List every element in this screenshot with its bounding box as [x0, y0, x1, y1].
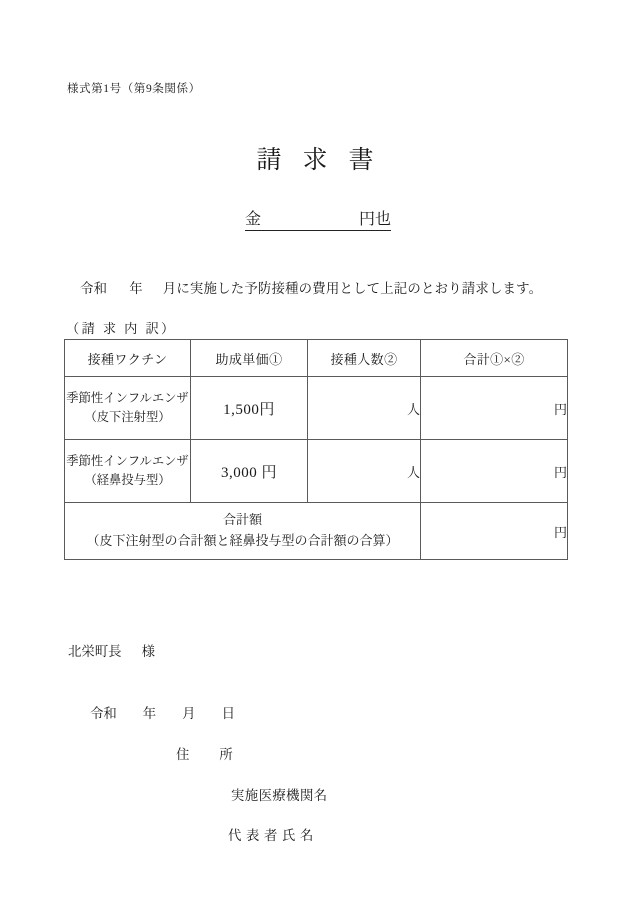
column-header-unit-price: 助成単価① — [191, 340, 308, 377]
signature-year-label: 年 — [142, 706, 157, 721]
total-label-secondary: （皮下注射型の合計額と経鼻投与型の合計額の合算） — [86, 533, 399, 548]
column-header-count: 接種人数② — [308, 340, 421, 377]
cell-grand-total-input[interactable]: 円 — [421, 503, 568, 560]
vaccine-type-text: （経鼻投与型） — [84, 473, 171, 487]
cell-vaccine-name — [65, 440, 191, 503]
vaccine-name-text: 季節性インフルエンザ — [66, 390, 189, 405]
address-label-char-2: 所 — [219, 747, 233, 762]
signature-era-label: 令和 — [90, 706, 117, 721]
statement-era-label: 令和 — [80, 281, 108, 296]
amount-prefix-label: 金 — [245, 211, 262, 228]
cell-vaccine-name — [65, 377, 191, 440]
table-row — [65, 377, 568, 440]
signature-date-line — [90, 703, 235, 722]
cell-count-input[interactable]: 人 — [308, 440, 421, 503]
total-label-primary: 合計額 — [222, 512, 262, 528]
form-number: 様式第1号（第9条関係） — [67, 83, 201, 95]
table-row — [65, 440, 568, 503]
address-field-label — [176, 744, 233, 763]
amount-field — [245, 206, 391, 231]
billing-breakdown-table — [64, 339, 568, 560]
cell-count-input[interactable]: 人 — [308, 377, 421, 440]
clinic-name-field-label: 実施医療機関名 — [231, 788, 328, 803]
table-total-row — [65, 503, 568, 560]
cell-total-input[interactable]: 円 — [421, 440, 568, 503]
statement-paragraph — [80, 278, 542, 297]
addressee-name: 北栄町長 — [68, 644, 122, 659]
address-label-char-1: 住 — [176, 747, 190, 762]
statement-year-label: 年 — [129, 281, 143, 296]
breakdown-caption: （請 求 内 訳） — [66, 321, 177, 336]
table-header-row — [65, 340, 568, 377]
signature-month-label: 月 — [182, 706, 196, 721]
representative-name-field-label: 代表者氏名 — [228, 828, 318, 843]
page-title: 請求書 — [256, 147, 395, 174]
cell-total-input[interactable]: 円 — [421, 377, 568, 440]
addressee-honorific: 様 — [141, 644, 155, 659]
vaccine-type-text: （皮下注射型） — [84, 410, 171, 424]
column-header-vaccine: 接種ワクチン — [65, 340, 191, 377]
addressee-line — [68, 641, 155, 660]
statement-text: 月に実施した予防接種の費用として上記のとおり請求します。 — [162, 281, 543, 296]
signature-day-label: 日 — [221, 706, 235, 721]
total-label-cell — [65, 503, 421, 560]
cell-unit-price: 1,500円 — [191, 377, 308, 440]
cell-unit-price: 3,000 円 — [191, 440, 308, 503]
amount-suffix-label: 円也 — [358, 211, 391, 228]
vaccine-name-text: 季節性インフルエンザ — [66, 453, 189, 468]
column-header-total: 合計①×② — [421, 340, 568, 377]
